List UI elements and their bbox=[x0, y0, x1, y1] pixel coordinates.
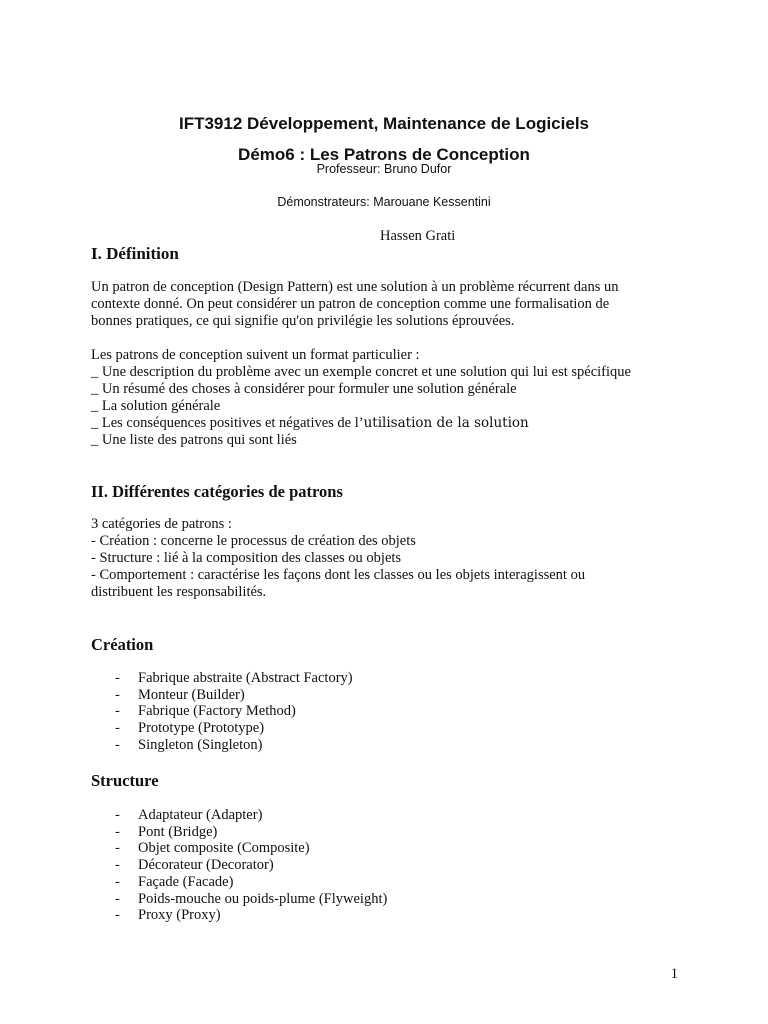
format-item: _ Un résumé des choses à considérer pour formuler une solution générale bbox=[91, 381, 517, 397]
list-item: - Façade (Facade) bbox=[115, 873, 234, 890]
definition-paragraph bbox=[91, 279, 691, 330]
list-item: - Adaptateur (Adapter) bbox=[115, 807, 263, 823]
list-item: - Fabrique (Factory Method) bbox=[115, 703, 296, 720]
list-bullet: - bbox=[115, 703, 120, 720]
list-bullet: - bbox=[115, 890, 120, 907]
categories-line: - Création : concerne le processus de création des objets bbox=[91, 533, 416, 549]
list-item: - Objet composite (Composite) bbox=[115, 840, 310, 857]
structure-heading: Structure bbox=[91, 771, 159, 790]
second-demonstrator: Hassen Grati bbox=[380, 228, 456, 244]
list-item: - Prototype (Prototype) bbox=[115, 720, 265, 737]
list-bullet: - bbox=[115, 736, 120, 753]
format-item bbox=[91, 415, 691, 432]
professor-line: Professeur: Bruno Dufor bbox=[316, 162, 452, 176]
list-bullet: - bbox=[115, 807, 120, 823]
creation-heading: Création bbox=[91, 635, 154, 654]
list-bullet: - bbox=[115, 840, 120, 857]
list-bullet: - bbox=[115, 823, 120, 840]
list-bullet: - bbox=[115, 720, 120, 737]
categories-paragraph bbox=[91, 516, 691, 601]
format-item: _ La solution générale bbox=[91, 398, 221, 414]
format-item: _ Une description du problème avec un exemple concret et une solution qui lui est spécifique bbox=[91, 364, 631, 380]
categories-line: distribuent les responsabilités. bbox=[91, 584, 267, 600]
list-item: - Fabrique abstraite (Abstract Factory) bbox=[115, 670, 353, 686]
structure-list bbox=[91, 807, 387, 924]
list-item: - Décorateur (Decorator) bbox=[115, 857, 274, 874]
list-item: - Pont (Bridge) bbox=[115, 823, 218, 840]
document-title: IFT3912 Développement, Maintenance de Logiciels bbox=[178, 114, 589, 133]
format-item-prefix: _ Les conséquences positives et négatives de l’ bbox=[91, 415, 364, 431]
list-bullet: - bbox=[115, 907, 120, 924]
list-item: - Proxy (Proxy) bbox=[115, 907, 221, 924]
section-heading-categories: II. Différentes catégories de patrons bbox=[91, 482, 343, 501]
paragraph-line: Un patron de conception (Design Pattern) est une solution à un problème récurrent dans un bbox=[91, 279, 619, 295]
paragraph-line: bonnes pratiques, ce qui signifie qu'on privilégie les solutions éprouvées. bbox=[91, 313, 515, 329]
document-subtitle: Démo6 : Les Patrons de Conception bbox=[238, 145, 530, 164]
creation-list bbox=[91, 670, 353, 754]
page-number: 1 bbox=[670, 966, 678, 982]
list-bullet: - bbox=[115, 857, 120, 874]
section-heading-definition: I. Définition bbox=[91, 244, 179, 263]
list-bullet: - bbox=[115, 686, 120, 703]
format-item-suffix: utilisation de la solution bbox=[363, 415, 529, 431]
list-item: - Singleton (Singleton) bbox=[115, 736, 263, 753]
demonstrators-line: Démonstrateurs: Marouane Kessentini bbox=[277, 195, 491, 209]
paragraph-line: contexte donné. On peut considérer un patron de conception comme une formalisation de bbox=[91, 296, 610, 312]
categories-line: - Structure : lié à la composition des classes ou objets bbox=[91, 550, 402, 566]
format-list bbox=[91, 347, 691, 449]
list-bullet: - bbox=[115, 670, 120, 686]
categories-line: 3 catégories de patrons : bbox=[91, 516, 232, 532]
list-bullet: - bbox=[115, 873, 120, 890]
categories-line: - Comportement : caractérise les façons dont les classes ou les objets interagissent ou bbox=[91, 567, 586, 583]
list-item: - Monteur (Builder) bbox=[115, 686, 245, 703]
list-item: - Poids-mouche ou poids-plume (Flyweight) bbox=[115, 890, 388, 907]
format-item: _ Une liste des patrons qui sont liés bbox=[91, 432, 297, 448]
format-intro: Les patrons de conception suivent un format particulier : bbox=[91, 347, 420, 363]
